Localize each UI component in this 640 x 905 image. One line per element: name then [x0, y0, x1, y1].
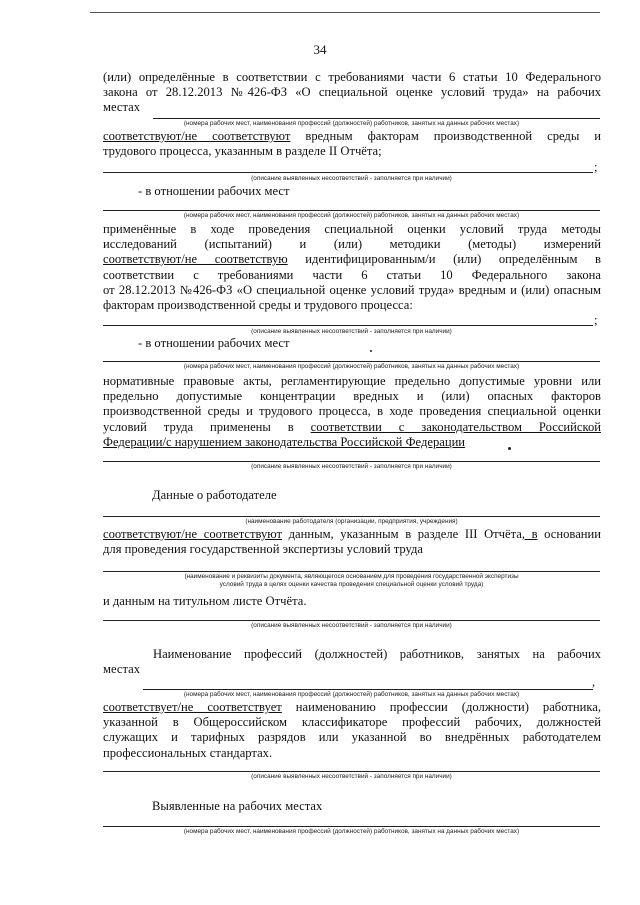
text-line: Наименование профессий (должностей) работников, занятых на рабочих: [153, 647, 601, 661]
caption-workplaces: (номера рабочих мест, наименования профессий (должностей) работников, занятых на данных рабочих местах): [183, 120, 520, 127]
text-line: (или) определённые в соответствии с требованиями части 6 статьи 10 Федерального: [103, 70, 601, 84]
semicolon-mark: ;: [594, 313, 598, 327]
underlined-option: соответствии с законодательством Российской: [310, 419, 601, 434]
underlined-option: соответствуют/не соответствуют: [103, 129, 291, 143]
fill-line: [103, 461, 600, 462]
fill-line: [103, 172, 593, 173]
title-sheet-line: и данным на титульном листе Отчёта.: [103, 594, 307, 608]
caption-discrepancies: (описание выявленных несоответствий - заполняется при наличии): [251, 622, 452, 629]
caption-discrepancies: (описание выявленных несоответствий - заполняется при наличии): [251, 175, 452, 182]
caption-discrepancies: (описание выявленных несоответствий - заполняется при наличии): [251, 328, 452, 335]
paragraph-methods: [103, 222, 601, 313]
paragraph-regulations: [103, 374, 601, 450]
fill-line: [143, 689, 593, 690]
caption-discrepancies: (описание выявленных несоответствий - заполняется при наличии): [251, 773, 452, 780]
paragraph-sout-requirements: [103, 70, 601, 116]
text-fragment: наименованию профессии (должности) работника,: [281, 700, 601, 714]
comma-mark: ,: [592, 675, 596, 689]
text-line: факторам производственной среды и трудового процесса:: [103, 298, 413, 313]
caption-workplaces: (номера рабочих мест, наименования профессий (должностей) работников, занятых на данных рабочих местах): [183, 828, 520, 835]
fill-line: [153, 118, 600, 119]
text-line: [103, 129, 601, 144]
fill-line: [103, 620, 600, 621]
text-line: предельно допустимые концентрации вредных и (или) опасных факторов: [103, 389, 601, 404]
fill-line: [103, 516, 600, 517]
text-line: указанной в Общероссийском классификаторе профессий рабочих, должностей: [103, 715, 601, 730]
caption-workplaces: (номера рабочих мест, наименования профессий (должностей) работников, занятых на данных рабочих местах): [183, 212, 520, 219]
underlined-option: , в: [521, 527, 538, 541]
paragraph-employer-data: [103, 527, 601, 557]
semicolon-mark: ;: [594, 160, 598, 174]
page-number: 34: [313, 42, 327, 57]
text-line: для проведения государственной экспертизы условий труда: [103, 542, 424, 557]
profession-heading: [103, 647, 601, 677]
underlined-option: соответствуют/не соответствуют: [103, 527, 283, 541]
paragraph-harmful-factors: [103, 129, 601, 159]
text-line: местах: [103, 662, 141, 677]
text-line: [103, 435, 601, 450]
text-line: закона от 28.12.2013 №426-ФЗ «О специальной оценке условий труда» на рабочих: [103, 85, 601, 100]
fill-line: [103, 571, 600, 572]
regarding-workplaces-label: - в отношении рабочих мест: [138, 336, 290, 350]
text-line: профессиональных стандартах.: [103, 745, 273, 760]
underlined-option: соответствует/не соответствует: [103, 700, 282, 714]
caption-line: (наименование и реквизиты документа, являющегося основанием для проведения государственной экспертизы: [184, 573, 519, 580]
text-line: соответствии с требованиями части 6 статьи 10 Федерального закона: [103, 267, 601, 282]
text-line: местах: [103, 100, 141, 115]
text-line: производственной среды и трудового процесса, в ходе проведения специальной оценки: [103, 404, 601, 419]
text-fragment: условий труда применены в: [103, 419, 311, 434]
caption-document: [103, 573, 600, 589]
top-rule: [90, 12, 600, 13]
text-line: исследований (испытаний) и (или) методики (методы) измерений: [103, 237, 601, 252]
fill-line: [103, 771, 600, 772]
text-line: нормативные правовые акты, регламентирующие предельно допустимые уровни или: [103, 374, 601, 388]
regarding-workplaces-label: - в отношении рабочих мест: [138, 184, 290, 198]
fill-line: [103, 210, 600, 211]
fill-line: [103, 325, 593, 326]
text-line: [103, 527, 601, 542]
underlined-option: Федерации/с нарушением законодательства Российской Федерации: [103, 434, 466, 449]
text-line: [103, 700, 601, 715]
text-fragment: вредным факторам производственной среды и: [290, 129, 602, 143]
text-line: трудового процесса, указанным в разделе II Отчёта;: [103, 144, 382, 159]
scan-speck: [370, 350, 372, 352]
caption-employer: (наименование работодателя (организации, предприятия, учреждения): [245, 518, 458, 525]
caption-workplaces: (номера рабочих мест, наименования профессий (должностей) работников, занятых на данных рабочих местах): [183, 363, 520, 370]
text-fragment: основании: [537, 527, 601, 541]
fill-line: [103, 361, 600, 362]
paragraph-profession-names: [103, 700, 601, 761]
text-line: служащих и тарифных разрядов или указанной во внедрённых работодателем: [103, 730, 601, 745]
text-fragment: идентифицированным/и (или) определённым в: [287, 252, 601, 267]
employer-heading: Данные о работодателе: [152, 488, 277, 502]
revealed-heading: Выявленные на рабочих местах: [152, 799, 323, 813]
underlined-option: соответствуют/не соответствую: [103, 252, 288, 267]
caption-discrepancies: (описание выявленных несоответствий - заполняется при наличии): [251, 463, 452, 470]
text-line: [103, 252, 601, 267]
fill-line: [103, 826, 600, 827]
text-fragment: данным, указанным в разделе III Отчёта: [282, 527, 522, 541]
text-line: применённые в ходе проведения специальной оценки условий труда методы: [103, 222, 601, 236]
text-line: [103, 420, 601, 435]
scan-speck: [508, 447, 511, 450]
caption-workplaces: (номера рабочих мест, наименования профессий (должностей) работников, занятых на данных рабочих местах): [183, 691, 520, 698]
caption-line: условий труда в целях оценки качества проведения специальной оценки условий труда): [219, 581, 484, 588]
text-line: от 28.12.2013 №426-ФЗ «О специальной оценке условий труда» вредным и (или) опасным: [103, 282, 601, 297]
